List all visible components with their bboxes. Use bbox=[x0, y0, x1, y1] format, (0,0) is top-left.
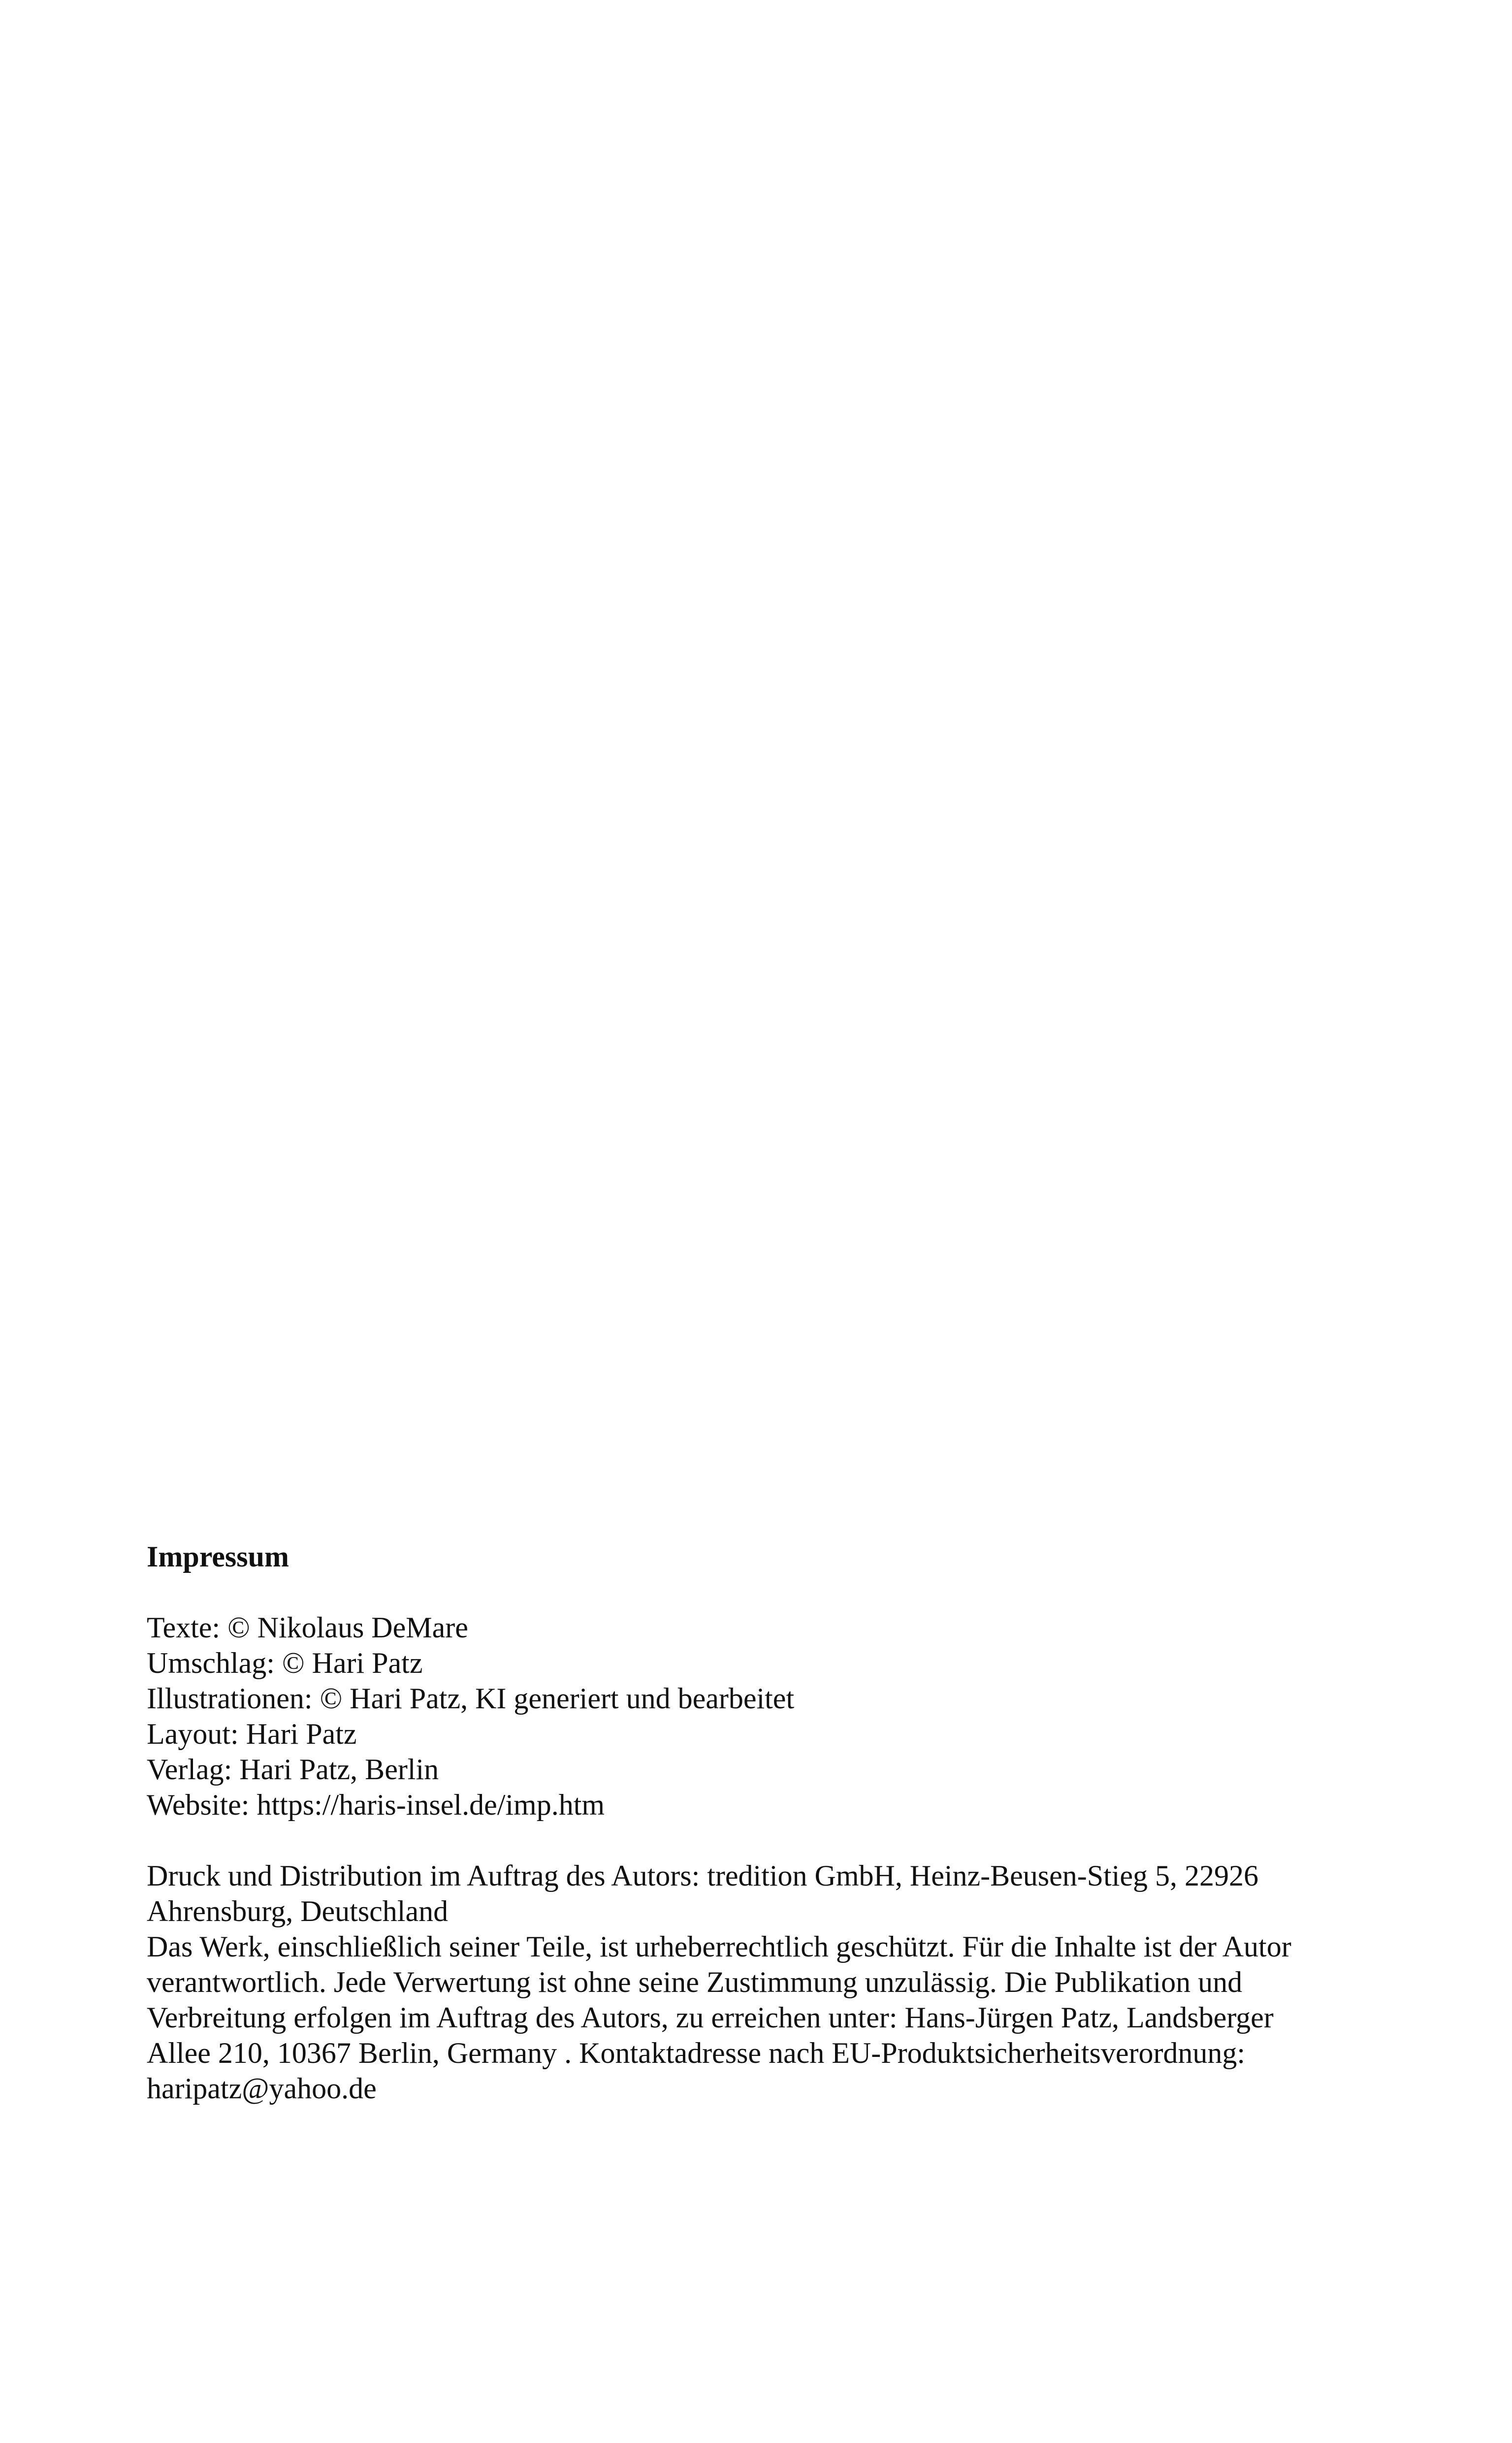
credit-umschlag: Umschlag: © Hari Patz bbox=[147, 1647, 423, 1679]
spacer bbox=[147, 1823, 1358, 1858]
credit-verlag: Verlag: Hari Patz, Berlin bbox=[147, 1753, 439, 1786]
distribution-line: Druck und Distribution im Auftrag des Autors: tredition GmbH, Heinz-Beusen-Stieg 5, 22926 bbox=[147, 1859, 1259, 1892]
distribution-paragraph bbox=[147, 1858, 1358, 1929]
contact-email: haripatz@yahoo.de bbox=[147, 2072, 377, 2105]
impressum-block bbox=[147, 1539, 1358, 2106]
copyright-line: Das Werk, einschließlich seiner Teile, ist urheberrechtlich geschützt. Für die Inhalte ist der Autor bbox=[147, 1930, 1291, 1963]
distribution-line: Ahrensburg, Deutschland bbox=[147, 1895, 449, 1927]
credits-list bbox=[147, 1610, 1358, 1823]
copyright-paragraph bbox=[147, 1929, 1358, 2106]
copyright-line: Allee 210, 10367 Berlin, Germany . Kontaktadresse nach EU-Produktsicherheitsverordnung: bbox=[147, 2037, 1246, 2069]
copyright-line: Verbreitung erfolgen im Auftrag des Autors, zu erreichen unter: Hans-Jürgen Patz, Landsberger bbox=[147, 2001, 1274, 2034]
spacer bbox=[147, 1574, 1358, 1610]
credit-texte: Texte: © Nikolaus DeMare bbox=[147, 1611, 468, 1644]
credit-website: Website: https://haris-insel.de/imp.htm bbox=[147, 1789, 605, 1821]
credit-illustrationen: Illustrationen: © Hari Patz, KI generiert und bearbeitet bbox=[147, 1682, 795, 1715]
copyright-line: verantwortlich. Jede Verwertung ist ohne seine Zustimmung unzulässig. Die Publikation und bbox=[147, 1966, 1243, 1998]
credit-layout: Layout: Hari Patz bbox=[147, 1718, 357, 1750]
impressum-heading: Impressum bbox=[147, 1540, 289, 1573]
